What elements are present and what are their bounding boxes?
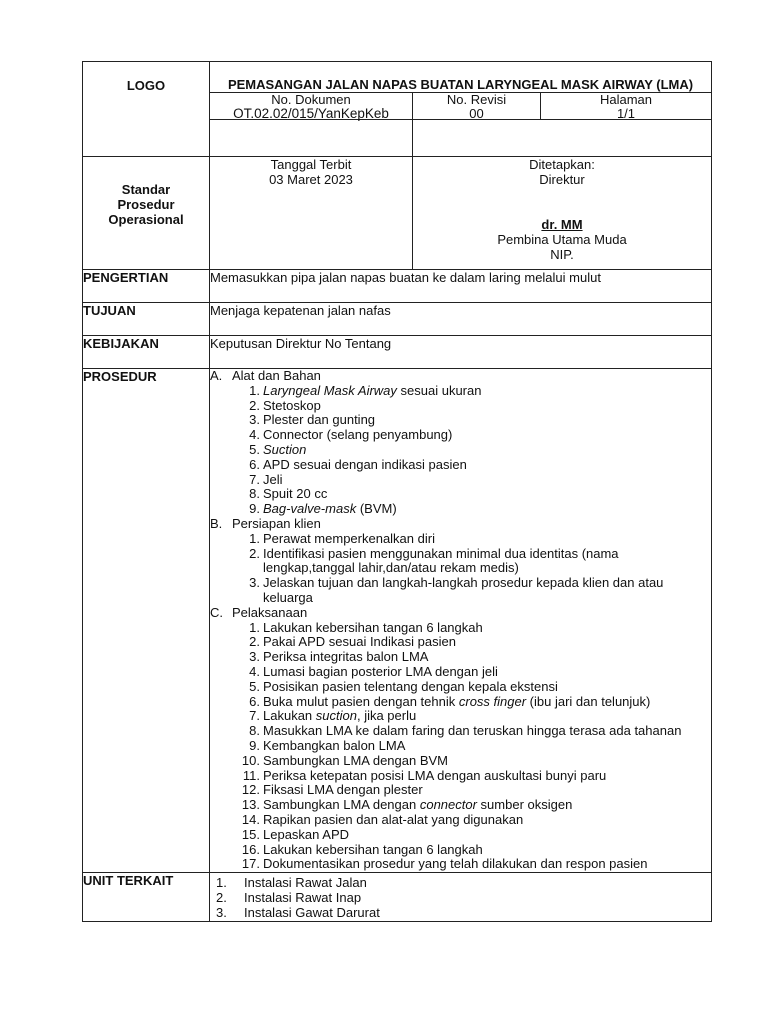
item-text [263,828,711,843]
list-item [210,487,711,502]
item-text-part: Fiksasi LMA dengan plester [263,782,423,798]
item-text-italic: Bag-valve-mask [263,501,357,517]
list-item [210,857,711,872]
section-letter: C. [210,604,223,620]
item-number: 1. [249,382,260,398]
item-text-italic: Laryngeal Mask Airway [263,382,397,398]
item-text-part: Periksa ketepatan posisi LMA dengan auskultasi bunyi paru [263,767,607,783]
list-item [210,769,711,784]
item-text [263,695,711,710]
sop-label-cell [83,157,210,270]
item-text-part: Spuit 20 cc [263,486,328,502]
related-unit-text: Instalasi Rawat Jalan [244,875,367,891]
item-number: 2. [249,545,260,561]
item-text-part: sesuai ukuran [396,382,482,398]
item-number: 5. [249,678,260,694]
item-text-part: Identifikasi pasien menggunakan minimal dua identitas (nama lengkap,tanggal lahir,dan/atau rekam medis) [263,545,619,576]
revision-label: No. Revisi [446,92,507,107]
item-text [263,443,711,458]
equipment-list [210,384,711,517]
item-text [263,739,711,754]
related-units-content [210,873,712,922]
item-text-part: Lumasi bagian posterior LMA dengan jeli [263,663,498,679]
item-text-part: APD sesuai dengan indikasi pasien [263,456,467,472]
list-item [210,428,711,443]
item-text [263,458,711,473]
item-text [263,769,711,784]
item-number: 16. [241,841,260,857]
item-text-italic: connector [419,797,477,813]
doc-number-label: No. Dokumen [271,92,351,107]
item-text-italic: suction [315,708,357,724]
item-text [263,532,711,547]
list-item [210,458,711,473]
list-item [210,843,711,858]
related-units-label: UNIT TERKAIT [83,873,210,922]
item-text [263,843,711,858]
item-number: 7. [249,471,260,487]
item-text-part: Sambungkan LMA dengan BVM [263,752,449,768]
list-item [210,443,711,458]
item-text-part: , jika perlu [356,708,417,724]
issue-date-block [210,157,413,269]
item-number: 14. [241,811,260,827]
list-item [210,754,711,769]
sop-label-line: Standar [121,182,171,197]
policy-label: KEBIJAKAN [83,336,210,369]
item-number: 12. [241,782,260,798]
title-cell [210,62,712,157]
page-block [541,93,711,119]
item-text [263,547,711,577]
item-text [263,576,711,606]
procedure-label: PROSEDUR [83,369,210,873]
item-number: 3. [249,412,260,428]
sop-label-line: Operasional [108,212,184,227]
section-c [210,606,711,872]
item-text-part: Pakai APD sesuai Indikasi pasien [263,634,456,650]
item-number: 3. [216,904,227,920]
approver-role: Direktur [539,172,585,187]
logo-cell [83,62,210,157]
section-title: Alat dan Bahan [232,368,321,383]
item-number: 1. [216,875,227,891]
purpose-label: TUJUAN [83,303,210,336]
doc-number-value: OT.02.02/015/YanKepKeb [233,106,389,121]
list-item [210,399,711,414]
item-text [263,502,711,517]
purpose-text: Menjaga kepatenan jalan nafas [210,303,712,336]
doc-number-block [210,93,413,119]
item-text [263,783,711,798]
item-text-part: Lepaskan APD [263,826,350,842]
item-number: 6. [249,456,260,472]
approval-block [413,157,711,269]
list-item [210,813,711,828]
item-text-part: (ibu jari dan telunjuk) [526,693,651,709]
approver-rank: Pembina Utama Muda [497,232,627,247]
section-a [210,369,711,517]
item-number: 1. [249,530,260,546]
list-item [210,680,711,695]
item-text-part: Perawat memperkenalkan diri [263,530,435,546]
sop-label [83,157,209,227]
section-b [210,517,711,606]
meta-spacer-row [210,119,711,156]
item-text [263,798,711,813]
item-text-part: Kembangkan balon LMA [263,737,406,753]
document-title: PEMASANGAN JALAN NAPAS BUATAN LARYNGEAL MASK AIRWAY (LMA) [227,77,694,92]
related-unit-item [216,891,711,906]
list-item [210,783,711,798]
item-text [263,650,711,665]
item-text [263,621,711,636]
list-item [210,413,711,428]
item-text [263,384,711,399]
item-text-part: Dokumentasikan prosedur yang telah dilakukan dan respon pasien [263,856,648,872]
approval-cell [210,157,712,270]
item-text [263,754,711,769]
list-item [210,798,711,813]
sop-label-line: Prosedur [117,197,175,212]
item-text-part: Stetoskop [263,397,321,413]
item-number: 13. [241,797,260,813]
policy-text: Keputusan Direktur No Tentang [210,336,712,369]
item-number: 7. [249,708,260,724]
item-number: 8. [249,486,260,502]
revision-block [413,93,541,119]
item-text [263,857,711,872]
item-number: 11. [242,767,260,783]
item-text [263,413,711,428]
item-text [263,709,711,724]
related-unit-text: Instalasi Rawat Inap [244,889,362,905]
item-text-part: Lakukan kebersihan tangan 6 langkah [263,619,483,635]
item-number: 10. [241,752,260,768]
section-letter: A. [210,368,223,383]
list-item [210,724,711,739]
item-text [263,635,711,650]
item-text-part: Jeli [263,471,283,487]
section-letter: B. [210,515,223,531]
item-number: 15. [241,826,260,842]
list-item [210,473,711,488]
list-item [210,532,711,547]
item-text [263,665,711,680]
item-text-italic: cross finger [458,693,527,709]
item-text [263,428,711,443]
list-item [210,739,711,754]
list-item [210,828,711,843]
item-text-part: Periksa integritas balon LMA [263,649,429,665]
item-text [263,487,711,502]
list-item [210,621,711,636]
item-text [263,813,711,828]
page-label: Halaman [599,92,653,107]
item-text-part: Sambungkan LMA dengan [263,797,420,813]
item-text-part: Connector (selang penyambung) [263,427,453,443]
approver-name [413,217,711,232]
item-number: 4. [249,427,260,443]
approver-name-text: dr. MM [541,217,583,232]
item-text-part: Buka mulut pasien dengan tehnik [263,693,459,709]
item-text [263,724,711,739]
signature-space [413,187,711,217]
item-number: 3. [249,575,260,591]
list-item [210,709,711,724]
item-number: 1. [249,619,260,635]
section-title: Pelaksanaan [232,604,308,620]
implementation-list [210,621,711,873]
item-number: 9. [249,501,260,517]
definition-label: PENGERTIAN [83,270,210,303]
item-text-part: Lakukan [263,708,316,724]
item-text-part: (BVM) [356,501,397,517]
item-text-part: Lakukan kebersihan tangan 6 langkah [263,841,483,857]
item-text [263,399,711,414]
item-text-part: Rapikan pasien dan alat-alat yang digunakan [263,811,524,827]
item-number: 4. [249,663,260,679]
definition-text: Memasukkan pipa jalan napas buatan ke dalam laring melalui mulut [210,270,712,303]
item-number: 17. [241,856,260,872]
document-meta-row [210,92,711,119]
list-item [210,665,711,680]
item-text-italic: Suction [263,441,307,457]
preparation-list [210,532,711,606]
item-number: 2. [249,634,260,650]
item-number: 8. [249,723,260,739]
item-text-part: Plester dan gunting [263,412,376,428]
list-item [210,576,711,606]
item-number: 2. [216,889,227,905]
list-item [210,547,711,577]
issue-date-value: 03 Maret 2023 [269,172,353,187]
list-item [210,384,711,399]
item-text [263,680,711,695]
related-unit-text: Instalasi Gawat Darurat [244,904,380,920]
revision-value: 00 [469,106,484,121]
item-number: 6. [249,693,260,709]
item-text-part: Masukkan LMA ke dalam faring dan teruskan hingga terasa ada tahanan [263,723,682,739]
list-item [210,695,711,710]
approver-nip: NIP. [550,247,574,262]
item-number: 3. [249,649,260,665]
related-unit-item [216,876,711,891]
item-text-part: Posisikan pasien telentang dengan kepala ekstensi [263,678,558,694]
related-unit-item [216,906,711,921]
list-item [210,650,711,665]
item-number: 9. [249,737,260,753]
section-title: Persiapan klien [232,515,321,531]
item-text [263,473,711,488]
issue-date-label: Tanggal Terbit [270,157,352,172]
item-text-part: Jelaskan tujuan dan langkah-langkah prosedur kepada klien dan atau keluarga [263,575,664,605]
list-item [210,502,711,517]
item-number: 2. [249,397,260,413]
related-units-list [216,876,711,920]
sop-document-table [82,61,712,922]
item-number: 5. [249,441,260,457]
list-item [210,635,711,650]
procedure-content [210,369,712,873]
item-text-part: sumber oksigen [476,797,573,813]
logo-placeholder: LOGO [126,78,166,93]
approval-label: Ditetapkan: [529,157,595,172]
page-value: 1/1 [616,106,636,121]
